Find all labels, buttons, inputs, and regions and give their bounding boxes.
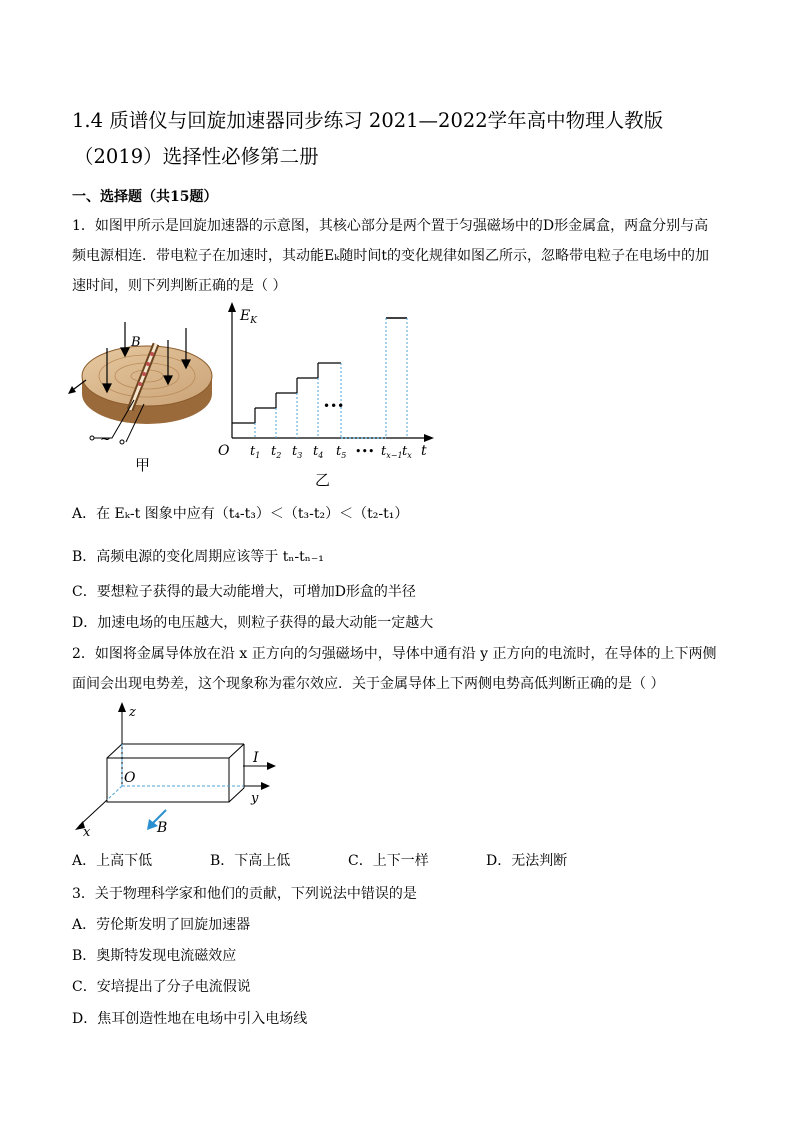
particle-dot: [138, 382, 142, 386]
y-axis-label: y: [251, 791, 259, 806]
ac-source-symbol: ~: [100, 432, 111, 447]
b-field-label: B: [157, 820, 168, 836]
x-tick-label: $t_{x-1}$: [381, 444, 403, 460]
x-tick-label: $t_2$: [271, 444, 282, 460]
q3-option-c: C．安培提出了分子电流假说: [72, 979, 251, 995]
q2-stem-line-2: 面间会出现电势差，这个现象称为霍尔效应．关于金属导体上下两侧电势高低判断正确的是（ ）: [72, 676, 665, 692]
q2-option-b: B．下高上低: [210, 853, 291, 869]
title-line-2: （2019）选择性必修第二册: [74, 145, 319, 168]
q3-stem: 3．关于物理科学家和他们的贡献，下列说法中错误的是: [72, 886, 417, 902]
q2-option-c: C．上下一样: [348, 853, 429, 869]
x-tick-label: $t_4$: [313, 444, 324, 460]
q1-option-c: C．要想粒子获得的最大动能增大，可增加D形盒的半径: [72, 584, 416, 600]
origin-label: O: [124, 770, 136, 786]
q1-stem-line-2: 频电源相连．带电粒子在加速时，其动能Eₖ随时间t的变化规律如图乙所示，忽略带电粒子在电场中的加: [72, 248, 709, 264]
section-heading: 一、选择题（共15题）: [72, 189, 218, 205]
figure-jia-caption: 甲: [135, 456, 151, 474]
figure-yi-caption: 乙: [315, 471, 331, 489]
x-tick-label: $t_1$: [250, 444, 261, 460]
particle-dot: [150, 352, 154, 356]
q1-stem-line-3: 速时间，则下列判断正确的是（ ）: [72, 278, 287, 294]
q1-option-a: A．在 Eₖ-t 图象中应有（t₄-t₃）＜（t₃-t₂）＜（t₂-t₁）: [72, 506, 409, 522]
x-tick-label: $t_3$: [292, 444, 303, 460]
current-arrow: [267, 762, 276, 770]
q2-stem-line-1: 2．如图将金属导体放在沿 x 正方向的匀强磁场中，导体中通有沿 y 正方向的电流时，在导体的上下两侧: [72, 646, 717, 662]
x-tick-label: •••: [355, 445, 375, 458]
ek-t-chart: [210, 300, 440, 495]
particle-dot: [146, 362, 150, 366]
q2-option-a: A．上高下低: [72, 853, 153, 869]
origin-label: O: [218, 443, 230, 459]
q1-option-d: D．加速电场的电压越大，则粒子获得的最大动能一定越大: [72, 615, 434, 631]
cyclotron-figure: [60, 318, 220, 478]
title-line-1: 1.4 质谱仪与回旋加速器同步练习 2021—2022学年高中物理人教版: [72, 109, 664, 132]
x-axis-label: x: [83, 825, 91, 840]
q3-option-d: D．焦耳创造性地在电场中引入电场线: [72, 1011, 308, 1027]
chart-ellipsis: •••: [323, 399, 345, 413]
document-title: [72, 103, 732, 175]
y-axis-label: $E_K$: [240, 308, 257, 326]
x-axis-label: t: [421, 443, 427, 459]
hall-effect-figure: [65, 700, 285, 840]
q1-option-b: B．高频电源的变化周期应该等于 tₙ-tₙ₋₁: [72, 549, 324, 565]
q1-stem: [72, 211, 732, 301]
z-axis-label: z: [129, 705, 136, 720]
q3-option-b: B．奥斯特发现电流磁效应: [72, 948, 237, 964]
particle-dot: [142, 372, 146, 376]
q2-option-d: D．无法判断: [486, 853, 568, 869]
x-tick-label: $t_5$: [336, 444, 347, 460]
x-tick-label: $t_x$: [402, 444, 412, 460]
q3-option-a: A．劳伦斯发明了回旋加速器: [72, 917, 251, 933]
b-field-label: B: [131, 335, 141, 350]
q2-stem: [72, 639, 732, 699]
current-label: I: [253, 750, 259, 766]
q1-stem-line-1: 1．如图甲所示是回旋加速器的示意图，其核心部分是两个置于匀强磁场中的D形金属盒，两盒分别与高: [72, 218, 709, 234]
